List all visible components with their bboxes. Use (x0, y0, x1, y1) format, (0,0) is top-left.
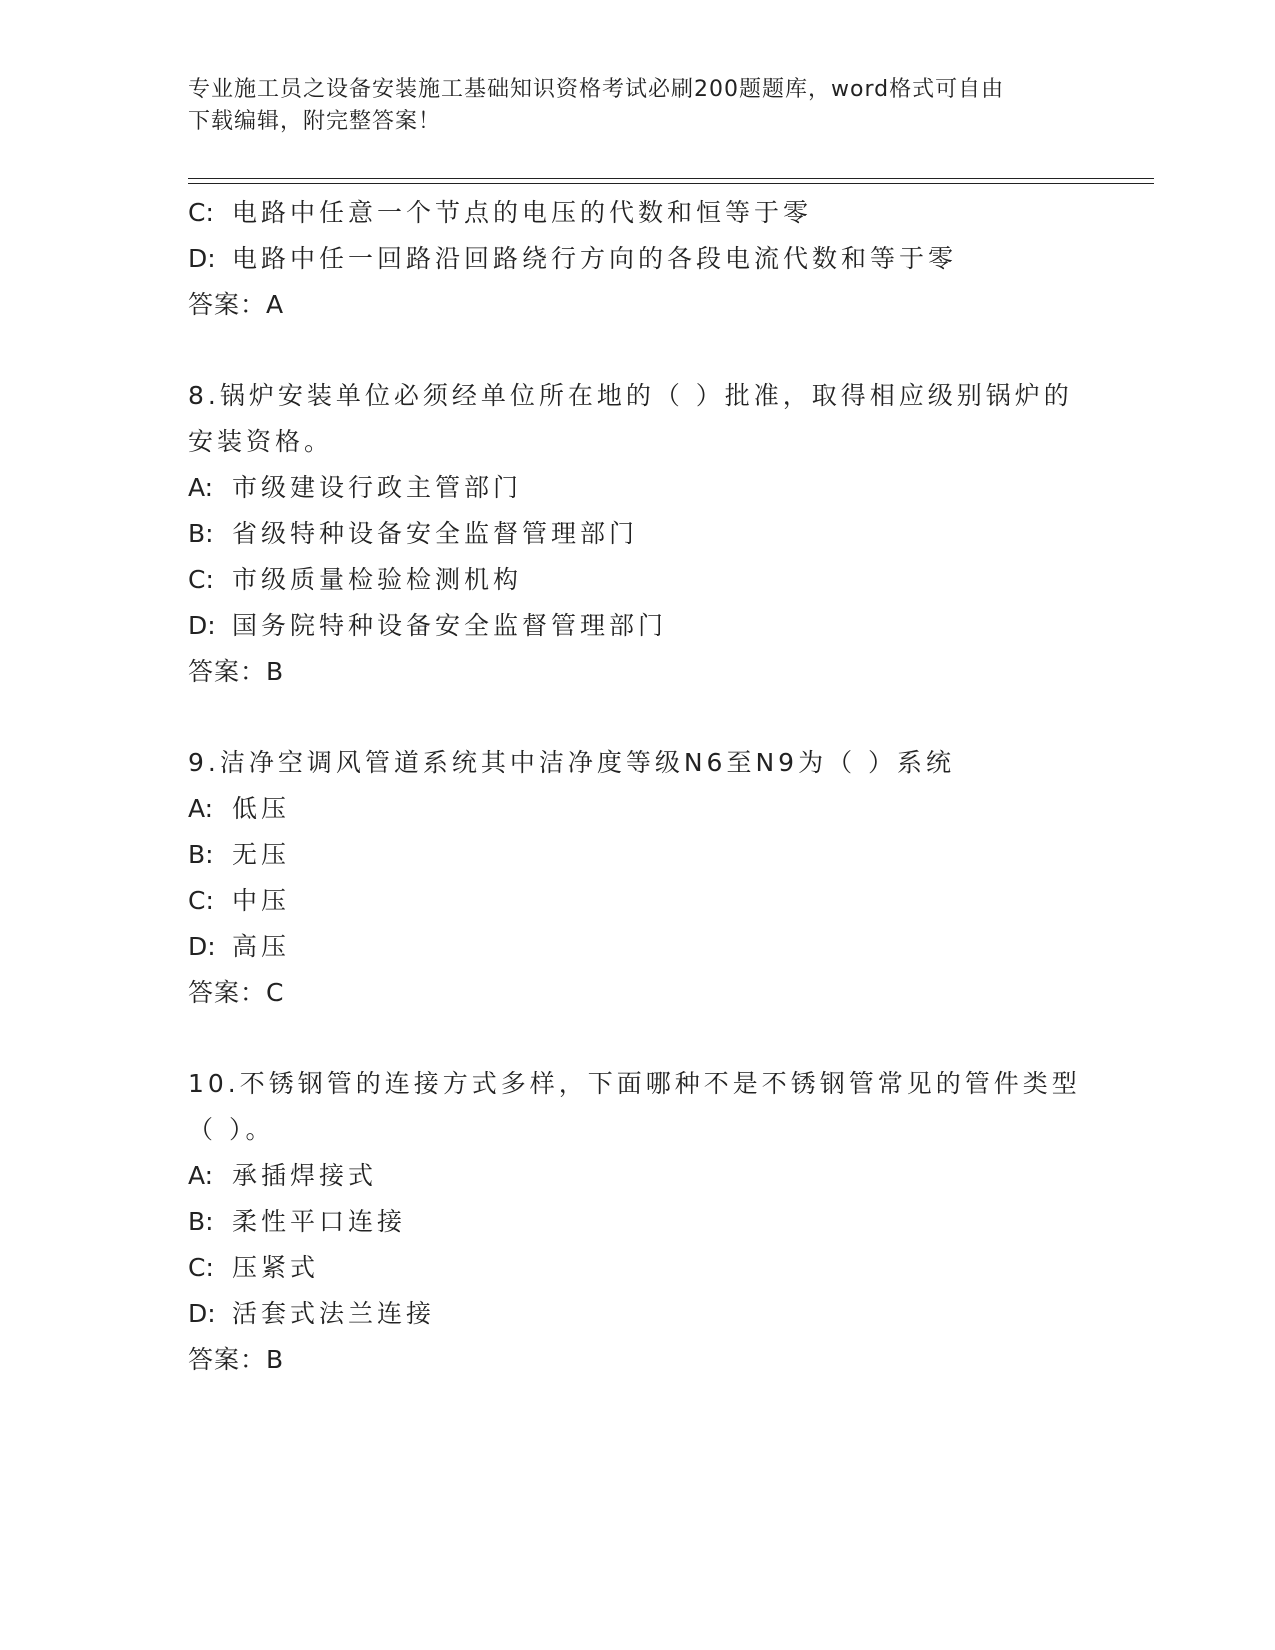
option-key: C: (188, 565, 214, 594)
answer-line: 答案：C (188, 978, 285, 1007)
question-8-block (188, 373, 1108, 695)
document-header (188, 74, 1088, 138)
option-text: 活套式法兰连接 (232, 1299, 436, 1328)
header-rule-bottom (188, 183, 1154, 184)
question-10-stem-line-1: 10.不锈钢管的连接方式多样，下面哪种不是不锈钢管常见的管件类型 (188, 1069, 1081, 1098)
option-c (188, 878, 1108, 924)
question-10-block (188, 1061, 1108, 1383)
option-key: D: (188, 1299, 216, 1328)
header-line-2: 下载编辑，附完整答案！ (188, 109, 442, 134)
option-text: 市级建设行政主管部门 (232, 473, 523, 502)
option-key: B: (188, 840, 214, 869)
option-c (188, 557, 1108, 603)
option-key: B: (188, 519, 214, 548)
question-10-stem-line-2: （ ）。 (188, 1115, 275, 1144)
question-8-stem-line-1: 8.锅炉安装单位必须经单位所在地的（ ）批准，取得相应级别锅炉的 (188, 381, 1073, 410)
option-key: D: (188, 244, 216, 273)
spacer (188, 328, 1108, 373)
option-d (188, 236, 1108, 282)
option-key: A: (188, 1161, 214, 1190)
option-d (188, 924, 1108, 970)
option-text: 高压 (232, 932, 291, 961)
option-key: C: (188, 1253, 214, 1282)
option-text: 电路中任一回路沿回路绕行方向的各段电流代数和等于零 (232, 244, 958, 273)
option-text: 电路中任意一个节点的电压的代数和恒等于零 (232, 198, 813, 227)
option-a (188, 465, 1108, 511)
option-key: A: (188, 473, 214, 502)
option-text: 市级质量检验检测机构 (232, 565, 523, 594)
question-content (188, 190, 1108, 1383)
option-text: 国务院特种设备安全监督管理部门 (232, 611, 668, 640)
prev-question-block (188, 190, 1108, 328)
option-key: A: (188, 794, 214, 823)
option-c (188, 1245, 1108, 1291)
question-8-stem-line-2: 安装资格。 (188, 427, 334, 456)
question-9-block (188, 740, 1108, 1016)
option-text: 中压 (232, 886, 291, 915)
answer-line: 答案：B (188, 657, 285, 686)
option-d (188, 1291, 1108, 1337)
option-text: 柔性平口连接 (232, 1207, 407, 1236)
option-text: 低压 (232, 794, 291, 823)
option-text: 压紧式 (232, 1253, 320, 1282)
header-line-1: 专业施工员之设备安装施工基础知识资格考试必刷200题题库，word格式可自由 (188, 77, 1005, 102)
option-key: C: (188, 198, 214, 227)
option-c (188, 190, 1108, 236)
option-key: D: (188, 932, 216, 961)
option-key: C: (188, 886, 214, 915)
spacer (188, 1016, 1108, 1061)
option-a (188, 786, 1108, 832)
option-a (188, 1153, 1108, 1199)
option-b (188, 1199, 1108, 1245)
option-key: D: (188, 611, 216, 640)
question-9-stem: 9.洁净空调风管道系统其中洁净度等级N6至N9为（ ）系统 (188, 748, 956, 777)
option-b (188, 511, 1108, 557)
spacer (188, 695, 1108, 740)
header-rule-top (188, 178, 1154, 179)
option-key: B: (188, 1207, 214, 1236)
answer-line: 答案：B (188, 1345, 285, 1374)
option-text: 承插焊接式 (232, 1161, 378, 1190)
option-text: 省级特种设备安全监督管理部门 (232, 519, 639, 548)
option-b (188, 832, 1108, 878)
option-d (188, 603, 1108, 649)
answer-line: 答案：A (188, 290, 285, 319)
option-text: 无压 (232, 840, 291, 869)
